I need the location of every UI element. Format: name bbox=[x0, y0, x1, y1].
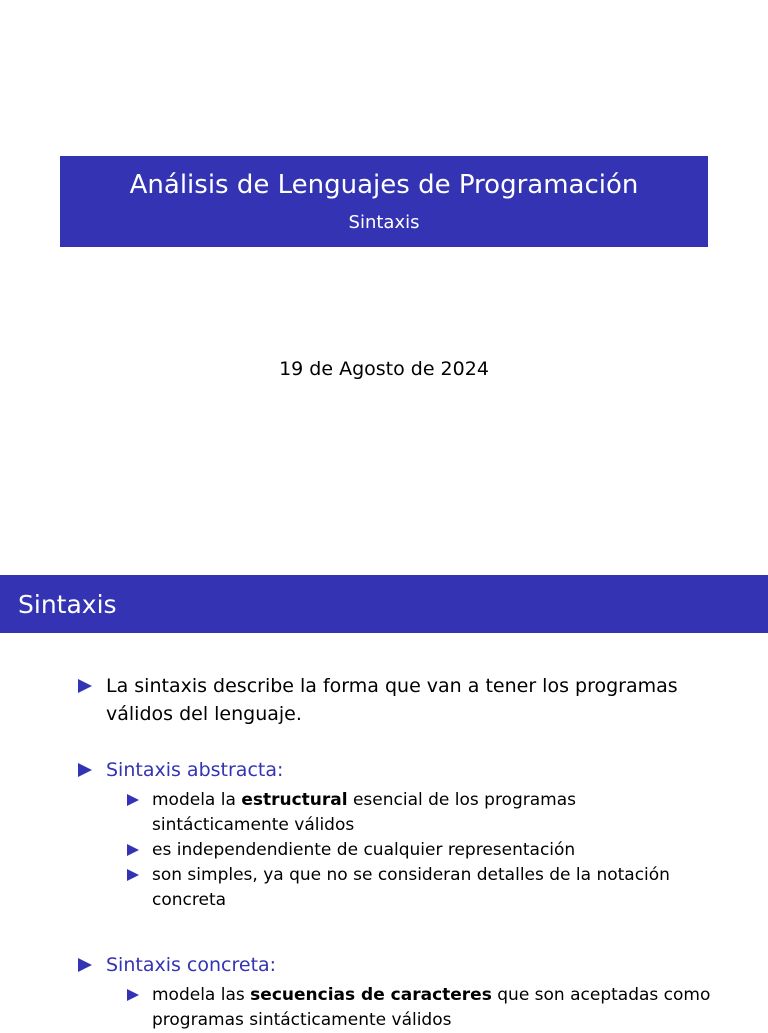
item-text-line2: válidos del lenguaje. bbox=[106, 703, 302, 725]
concrete-label: Sintaxis concreta: bbox=[106, 954, 277, 976]
abstract-sub2: es independendiente de cualquier representación bbox=[152, 840, 576, 860]
bullet-item-sintaxis-concreta bbox=[0, 948, 768, 1030]
triangle-subbullet-icon bbox=[127, 794, 139, 806]
bullet-item-sintaxis-description bbox=[0, 633, 768, 723]
concrete-sub1-bold: secuencias de caracteres bbox=[250, 985, 492, 1005]
triangle-subbullet-icon bbox=[127, 989, 139, 1001]
title-box bbox=[60, 156, 708, 247]
abstract-sub3-line1: son simples, ya que no se consideran detalles de la notación bbox=[152, 865, 670, 885]
concrete-sub1-line2: programas sintácticamente válidos bbox=[152, 1010, 452, 1030]
abstract-label: Sintaxis abstracta: bbox=[106, 759, 284, 781]
triangle-subbullet-icon bbox=[127, 869, 139, 881]
concrete-sub1-line1: modela las secuencias de caracteres que son aceptadas como bbox=[152, 985, 711, 1005]
triangle-bullet-icon bbox=[78, 958, 92, 972]
presentation-title: Análisis de Lenguajes de Programación bbox=[129, 170, 639, 200]
abstract-sub1-line1: modela la estructural esencial de los programas bbox=[152, 790, 577, 810]
item-text-line1: La sintaxis describe la forma que van a tener los programas bbox=[106, 675, 678, 697]
triangle-subbullet-icon bbox=[127, 844, 139, 856]
abstract-sub1-bold: estructural bbox=[241, 790, 348, 810]
frame-content bbox=[0, 633, 768, 1030]
triangle-bullet-icon bbox=[78, 679, 92, 693]
abstract-sub3-line2: concreta bbox=[152, 890, 227, 910]
presentation-subtitle: Sintaxis bbox=[348, 212, 420, 233]
frame-header bbox=[0, 575, 768, 633]
abstract-sub1-line2: sintácticamente válidos bbox=[152, 815, 355, 835]
frame-title: Sintaxis bbox=[18, 590, 117, 619]
triangle-bullet-icon bbox=[78, 763, 92, 777]
presentation-date: 19 de Agosto de 2024 bbox=[279, 358, 489, 380]
bullet-item-sintaxis-abstracta bbox=[0, 753, 768, 918]
